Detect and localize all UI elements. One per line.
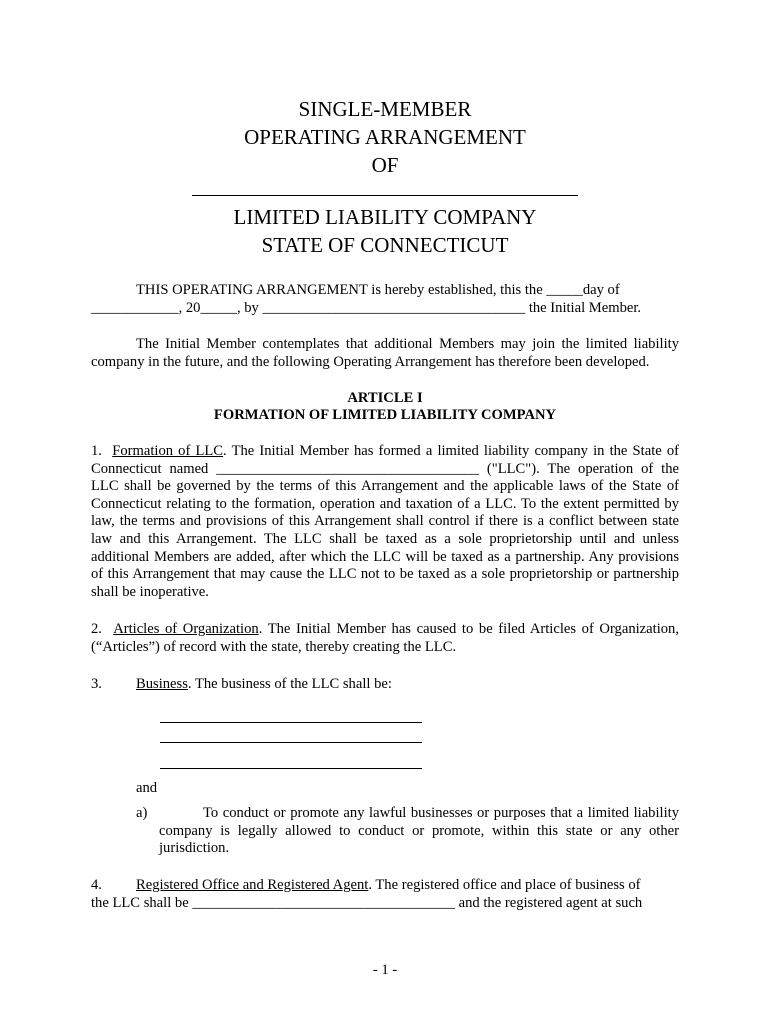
section-3-number: 3. (91, 676, 102, 692)
section-3a (136, 805, 679, 858)
title-line-3: OF (371, 153, 399, 177)
section-2-title: Articles of Organization (113, 621, 259, 637)
section-3-text: . The business of the LLC shall be: (187, 676, 392, 692)
section-4-line-2: the LLC shall be ____________________________________ and the registered agent at such (91, 895, 643, 911)
company-name-blank (192, 195, 578, 196)
section-3-title: Business (136, 676, 188, 692)
intro-paragraph-2: The Initial Member contemplates that additional Members may join the limited liability company in the future, and the following Operating Arrangement has therefore been developed. (91, 336, 679, 370)
article-heading: ARTICLE I (347, 390, 423, 406)
section-1-text: . The Initial Member has formed a limited liability company in the State of Connecticut named ____________________________________ ("LLC"). The operation of the LLC shall be governed by the terms of this Arrangement and the applicable laws of the State of Connecticut relating to the formation, operation and taxation of a LLC. To the extent permitted by law, the terms and provisions of this Arrangement shall control if there is a conflict between state law and this Arrangement. The LLC shall be taxed as a sole proprietorship until and unless additional Members are added, after which the LLC will be taxed as a partnership. Any provisions of this Arrangement that may cause the LLC not to be taxed as a sole proprietorship or partnership shall be inoperative. (91, 443, 680, 600)
section-3a-text: To conduct or promote any lawful businesses or purposes that a limited liability company is legally allowed to conduct or promote, within this state or any other jurisdiction. (159, 805, 679, 857)
page-number: - 1 - (372, 962, 398, 978)
title-line-4: LIMITED LIABILITY COMPANY (233, 205, 537, 229)
business-blank-2 (160, 742, 422, 743)
section-4-text: . The registered office and place of business of (368, 877, 641, 893)
section-2-number: 2. (91, 621, 102, 637)
section-1-title: Formation of LLC (112, 443, 224, 459)
section-2 (91, 621, 679, 656)
section-4-number: 4. (91, 877, 102, 893)
section-3 (91, 676, 679, 694)
business-blank-3 (160, 768, 422, 769)
section-1-number: 1. (91, 443, 102, 459)
section-2-text: . The Initial Member has caused to be filed Articles of Organization, (“Articles”) of record with the state, thereby creating the LLC. (91, 621, 679, 655)
intro-line-1: THIS OPERATING ARRANGEMENT is hereby established, this the _____day of (136, 282, 620, 298)
section-3-and: and (136, 780, 158, 796)
article-subheading: FORMATION OF LIMITED LIABILITY COMPANY (213, 407, 557, 423)
title-line-1: SINGLE-MEMBER (298, 97, 472, 121)
business-blank-1 (160, 722, 422, 723)
section-4-title: Registered Office and Registered Agent (136, 877, 369, 893)
intro-line-2: ____________, 20_____, by ____________________________________ the Initial Member. (91, 300, 642, 316)
section-1 (91, 443, 679, 601)
section-3a-label: a) (136, 805, 148, 821)
title-line-2: OPERATING ARRANGEMENT (244, 125, 526, 149)
title-line-5: STATE OF CONNECTICUT (261, 233, 509, 257)
section-4 (91, 877, 679, 895)
